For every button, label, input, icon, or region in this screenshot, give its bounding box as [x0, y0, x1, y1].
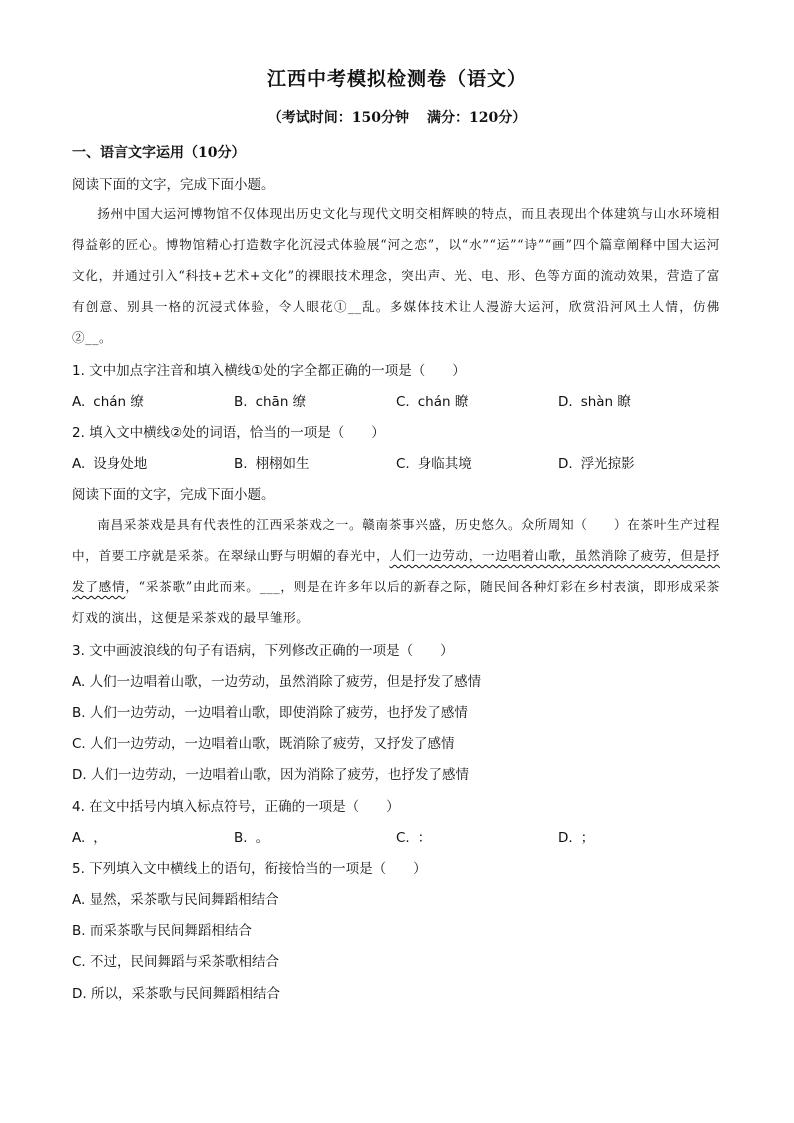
q2-option-d[interactable]: D. 浮光掠影 — [558, 456, 635, 472]
q3-option-c[interactable]: C. 人们一边劳动，一边唱着山歌，既消除了疲劳，又抒发了感情 — [72, 736, 455, 752]
exam-info — [0, 107, 794, 127]
q1-stem: 1. 文中加点字注音和填入横线①处的字全都正确的一项是（ ） — [72, 363, 466, 379]
passage1-intro: 阅读下面的文字，完成下面小题。 — [72, 177, 275, 193]
q3-option-d[interactable]: D. 人们一边劳动，一边唱着山歌，因为消除了疲劳，也抒发了感情 — [72, 767, 469, 783]
q2-option-a[interactable]: A. 设身处地 — [72, 456, 148, 472]
q2-option-c[interactable]: C. 身临其境 — [396, 456, 472, 472]
q5-option-b[interactable]: B. 而采茶歌与民间舞蹈相结合 — [72, 923, 252, 939]
passage1-text: 扬州中国大运河博物馆不仅体现出历史文化与现代文明交相辉映的特点，而且表现出个体建筑与山水环境相得益彰的匠心。博物馆精心打造数字化沉浸式体验展“河之恋”，以“水”“运”“诗”“画”四个篇章阐释中国大运河文化，并通过引入“科技+艺术+文化”的裸眼技术理念，突出声、光、电、形、色等方面的流动效果，营造了富有创意、别具一格的沉浸式体验，令人眼花①__乱。多媒体技术让人漫游大运河，欣赏沿河风土人情，仿佛②__。 — [72, 206, 720, 345]
q2-option-b[interactable]: B. 栩栩如生 — [234, 456, 310, 472]
page-title: 江西中考模拟检测卷（语文） — [266, 68, 527, 90]
passage2-intro: 阅读下面的文字，完成下面小题。 — [72, 487, 275, 503]
full-score: 满分：120分） — [427, 110, 527, 126]
q2-stem: 2. 填入文中横线②处的词语，恰当的一项是（ ） — [72, 425, 385, 441]
q5-option-c[interactable]: C. 不过，民间舞蹈与采茶歌相结合 — [72, 954, 280, 970]
exam-time: （考试时间：150分钟 — [267, 110, 409, 126]
q4-option-c[interactable]: C. ： — [396, 830, 432, 846]
q1-option-c[interactable]: C. chán 瞭 — [396, 394, 469, 410]
passage2-text: 南昌采茶戏是具有代表性的江西采茶戏之一。赣南茶事兴盛，历史悠久。众所周知（ ）在茶叶生产过程中，首要工序就是采茶。在翠绿山野与明媚的春光中，人们一边劳动，一边唱着山歌，虽然消除了疲劳，但是抒发了感情，“采茶歌”由此而来。___，则是在许多年以后的新春之际，随民间各种灯彩在乡村表演，即形成采茶灯戏的演出，这便是采茶戏的最早雏形。 — [72, 517, 721, 625]
q5-stem: 5. 下列填入文中横线上的语句，衔接恰当的一项是（ ） — [72, 861, 427, 877]
q4-option-a[interactable]: A. ， — [72, 830, 107, 846]
q3-option-a[interactable]: A. 人们一边唱着山歌，一边劳动，虽然消除了疲劳，但是抒发了感情 — [72, 674, 482, 690]
q1-option-a[interactable]: A. chán 缭 — [72, 394, 144, 410]
q5-option-a[interactable]: A. 显然，采茶歌与民间舞蹈相结合 — [72, 892, 279, 908]
q3-stem: 3. 文中画波浪线的句子有语病，下列修改正确的一项是（ ） — [72, 643, 454, 659]
section-heading: 一、语言文字运用（10分） — [72, 145, 246, 161]
q1-option-d[interactable]: D. shàn 瞭 — [558, 394, 631, 410]
q3-option-b[interactable]: B. 人们一边劳动，一边唱着山歌，即使消除了疲劳，也抒发了感情 — [72, 705, 468, 721]
q1-option-b[interactable]: B. chān 缭 — [234, 394, 307, 410]
q4-stem: 4. 在文中括号内填入标点符号，正确的一项是（ ） — [72, 799, 400, 815]
wavy-underlined-sentence: 人们一边劳动，一边唱着山歌，虽然消除了疲劳，但是抒发了感情 — [72, 548, 720, 594]
q4-option-d[interactable]: D. ； — [558, 830, 595, 846]
q5-option-d[interactable]: D. 所以，采茶歌与民间舞蹈相结合 — [72, 986, 280, 1002]
q4-option-b[interactable]: B. 。 — [234, 830, 270, 846]
